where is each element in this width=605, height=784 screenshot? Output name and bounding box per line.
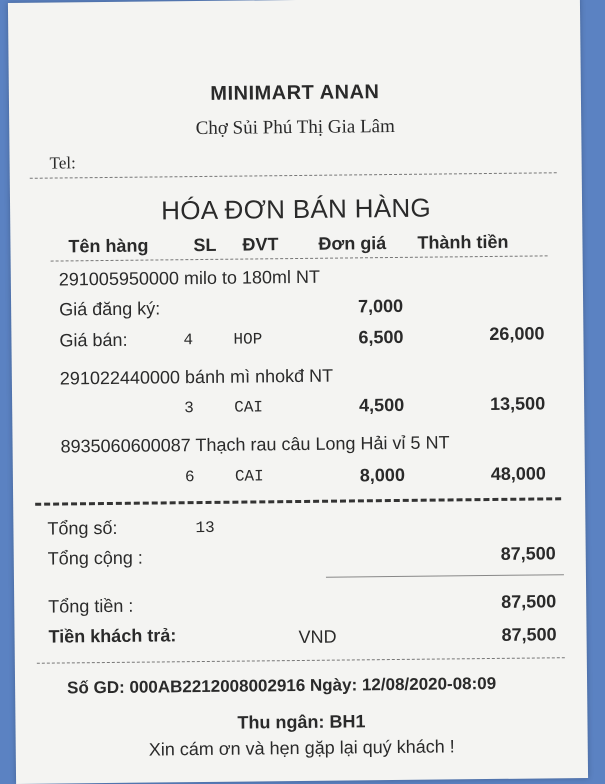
registered-price-label: Giá đăng ký: (59, 298, 161, 320)
count-value: 13 (195, 518, 215, 538)
item-qty: 4 (183, 331, 194, 350)
cashier: Thu ngân: BH1 (237, 711, 366, 733)
store-address: Chợ Sủi Phú Thị Gia Lâm (195, 115, 395, 140)
item-unit: CAI (234, 398, 264, 417)
item-name: 291005950000 milo to 180ml NT (58, 266, 321, 290)
sale-price-label: Giá bán: (59, 329, 128, 351)
subtotal-label: Tổng cộng : (47, 547, 143, 569)
item-name: 8935060600087 Thạch rau câu Long Hải vỉ 5 NT (60, 432, 450, 457)
registered-price: 7,000 (357, 295, 404, 317)
item-unit: CAI (234, 467, 264, 486)
store-name: MINIMART ANAN (210, 81, 380, 105)
item-unit-price: 8,000 (359, 464, 405, 486)
divider (326, 574, 564, 577)
item-unit-price: 6,500 (358, 326, 404, 348)
item-unit: HOP (233, 330, 263, 349)
divider (35, 497, 561, 506)
receipt-paper (8, 0, 588, 784)
col-header-name: Tên hàng (68, 235, 149, 257)
item-unit-price: 4,500 (359, 394, 405, 416)
receipt-title: HÓA ĐƠN BÁN HÀNG (161, 192, 432, 226)
paid-value: 87,500 (501, 624, 557, 645)
item-name: 291022440000 bánh mì nhokđ NT (59, 365, 334, 389)
subtotal-value: 87,500 (500, 543, 556, 564)
item-qty: 6 (184, 468, 195, 487)
item-amount: 48,000 (490, 463, 546, 484)
divider (37, 657, 565, 664)
item-amount: 26,000 (489, 323, 545, 344)
col-header-amount: Thành tiền (417, 231, 509, 253)
store-tel-label: Tel: (49, 153, 76, 173)
col-header-unit: ĐVT (242, 234, 279, 255)
col-header-price: Đơn giá (318, 233, 387, 254)
transaction-info: Số GD: 000AB2212008002916 Ngày: 12/08/2020-08:09 (67, 673, 497, 698)
item-qty: 3 (184, 399, 194, 418)
count-label: Tổng số: (47, 517, 118, 539)
paid-currency: VND (298, 626, 337, 648)
thank-you-message: Xin cám ơn và hẹn gặp lại quý khách ! (148, 736, 455, 760)
col-header-qty: SL (193, 234, 217, 256)
total-value: 87,500 (501, 591, 557, 612)
divider (30, 172, 557, 179)
total-label: Tổng tiền : (48, 595, 134, 617)
paid-label: Tiền khách trả: (48, 625, 177, 647)
item-amount: 13,500 (489, 393, 546, 414)
